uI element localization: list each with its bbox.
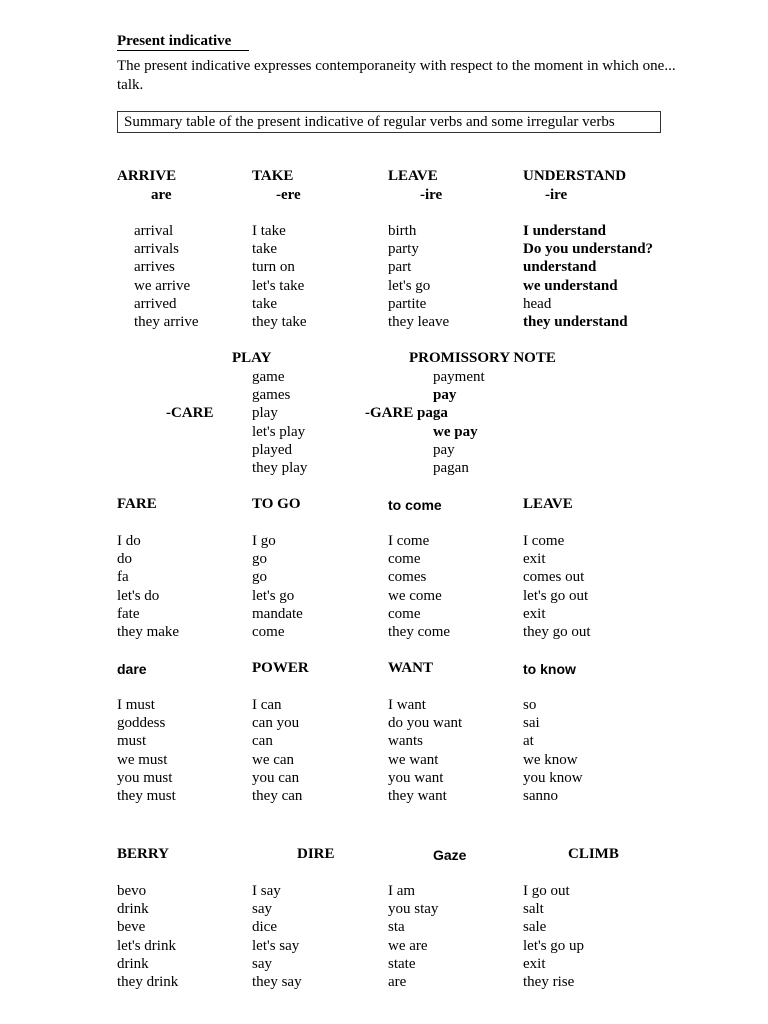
conjugation-form: I go out (523, 883, 570, 899)
conjugation-form: we arrive (134, 277, 191, 294)
conjugation-form: arrival (134, 223, 174, 239)
conjugation-column-to-know (523, 696, 583, 805)
conjugation-form: I must (117, 697, 155, 713)
conjugation-form: let's go (252, 587, 295, 604)
conjugation-form: bevo (117, 883, 147, 899)
conjugation-form: let's take (252, 277, 305, 294)
conjugation-form: state (388, 955, 416, 972)
conjugation-form: I take (252, 223, 286, 239)
conjugation-form: play (252, 405, 278, 422)
conjugation-form: we can (252, 751, 295, 768)
conjugation-form: are (388, 973, 407, 990)
conjugation-form: you know (523, 769, 583, 786)
conjugation-form: we want (388, 751, 439, 768)
conjugation-form: arrivals (134, 241, 179, 258)
conjugation-form: drink (117, 901, 149, 918)
conjugation-form: sanno (523, 787, 558, 804)
header-dare: dare (117, 661, 147, 677)
conjugation-form: partite (388, 295, 427, 312)
conjugation-form: played (252, 441, 292, 458)
conjugation-form: they can (252, 787, 303, 804)
conjugation-form: Do you understand? (523, 241, 654, 258)
conjugation-column-dare (117, 696, 176, 805)
conjugation-form: I come (388, 533, 430, 549)
conjugation-column-play (252, 368, 307, 477)
conjugation-form: they say (252, 973, 302, 990)
conjugation-form: we pay (433, 423, 478, 440)
conjugation-form: they take (252, 313, 307, 330)
conjugation-form: arrives (134, 259, 175, 276)
conjugation-form: let's drink (117, 937, 176, 954)
conjugation-form: payment (433, 369, 485, 385)
conjugation-column-to-go (252, 532, 303, 641)
header-leave: LEAVE (388, 168, 438, 184)
conjugation-form: I understand (523, 223, 606, 239)
conjugation-form: can you (252, 715, 300, 732)
conjugation-form: at (523, 733, 534, 750)
conjugation-form: exit (523, 605, 546, 622)
conjugation-form: games (252, 387, 291, 404)
header-take: TAKE (252, 168, 294, 184)
header-understand: UNDERSTAND (523, 168, 627, 184)
conjugation-column-fare (117, 532, 179, 641)
conjugation-form: I can (252, 697, 282, 713)
conjugation-column-power (252, 696, 302, 805)
conjugation-form: they play (252, 459, 308, 476)
conjugation-form: do you want (388, 715, 463, 732)
conjugation-column-climb (523, 882, 584, 991)
conjugation-form: sai (523, 715, 540, 732)
conjugation-column-to-come (388, 532, 450, 641)
conjugation-form: can (252, 733, 273, 750)
conjugation-form: I come (523, 533, 565, 549)
header-to-go: TO GO (252, 496, 301, 512)
conjugation-form: you must (117, 769, 173, 786)
summary-box: Summary table of the present indicative of regular verbs and some irregular verbs (117, 111, 661, 133)
conjugation-form: let's go out (523, 587, 589, 604)
conjugation-form: exit (523, 551, 546, 568)
conjugation-form: they leave (388, 313, 450, 330)
conjugation-form: salt (523, 901, 544, 918)
conjugation-form: say (252, 955, 272, 972)
conjugation-form: turn on (252, 259, 295, 276)
header-power: POWER (252, 660, 309, 676)
conjugation-form: sta (388, 919, 405, 936)
conjugation-form: I want (388, 697, 426, 713)
conjugation-form: game (252, 369, 285, 385)
conjugation-form: I do (117, 533, 141, 549)
conjugation-form: pagan (433, 459, 469, 476)
conjugation-form: we know (523, 751, 578, 768)
conjugation-form: take (252, 241, 277, 258)
conjugation-form: birth (388, 223, 417, 239)
conjugation-form: come (252, 623, 285, 640)
conjugation-form: they drink (117, 973, 179, 990)
header-fare: FARE (117, 496, 157, 512)
intro-paragraph: The present indicative expresses contemporaneity with respect to the moment in which one... talk. (117, 58, 676, 93)
conjugation-column-want (388, 696, 462, 805)
conjugation-form: goddess (117, 715, 166, 732)
conjugation-form: sale (523, 919, 547, 936)
conjugation-column-promissory-note (417, 368, 485, 477)
conjugation-form: we are (388, 937, 428, 954)
header-leave-2: LEAVE (523, 496, 573, 512)
conjugation-column-leave-2 (523, 532, 591, 641)
conjugation-column-understand (523, 222, 653, 331)
conjugation-form: they must (117, 787, 176, 804)
conjugation-form: dice (252, 919, 277, 936)
conjugation-form: go (252, 569, 267, 586)
conjugation-form: let's play (252, 423, 306, 440)
conjugation-column-berry (117, 882, 178, 991)
ending-ire: -ire (420, 187, 443, 203)
conjugation-form: come (388, 605, 421, 622)
header-play: PLAY (232, 350, 272, 366)
conjugation-form: I say (252, 883, 281, 899)
page-title: Present indicative (117, 33, 249, 51)
conjugation-form: mandate (252, 605, 303, 622)
header-promissory-note: PROMISSORY NOTE (409, 350, 556, 366)
conjugation-form: go (252, 551, 267, 568)
conjugation-form: take (252, 295, 277, 312)
conjugation-form: you stay (388, 901, 439, 918)
conjugation-form: let's say (252, 937, 300, 954)
conjugation-form: so (523, 697, 537, 713)
conjugation-form: exit (523, 955, 546, 972)
conjugation-form: they understand (523, 313, 628, 330)
conjugation-form: arrived (134, 295, 177, 312)
conjugation-form: say (252, 901, 272, 918)
conjugation-form: they make (117, 623, 180, 640)
conjugation-form: you want (388, 769, 444, 786)
header-berry: BERRY (117, 846, 169, 862)
conjugation-form: they go out (523, 623, 591, 640)
conjugation-form: let's go (388, 277, 431, 294)
ending-gare: -GARE (365, 405, 414, 421)
ending-care: -CARE (166, 405, 214, 421)
conjugation-form: pay (433, 441, 455, 458)
conjugation-form: pay (433, 387, 457, 404)
conjugation-form: comes (388, 569, 427, 586)
header-dire: DIRE (297, 846, 335, 862)
conjugation-form: understand (523, 259, 597, 276)
conjugation-form: we must (117, 751, 168, 768)
conjugation-column-leave (388, 222, 449, 331)
conjugation-form: comes out (523, 569, 585, 586)
header-gaze: Gaze (433, 847, 467, 863)
conjugation-form: do (117, 551, 132, 568)
conjugation-form: I go (252, 533, 276, 549)
header-to-come: to come (388, 497, 442, 513)
conjugation-column-arrive (134, 222, 199, 331)
conjugation-form: fa (117, 569, 129, 586)
conjugation-form: they arrive (134, 313, 199, 330)
header-to-know: to know (523, 661, 576, 677)
header-arrive: ARRIVE (117, 168, 177, 184)
conjugation-form: beve (117, 919, 146, 936)
conjugation-form: we understand (523, 277, 618, 294)
conjugation-column-gaze (388, 882, 438, 991)
conjugation-form: let's do (117, 587, 160, 604)
header-want: WANT (388, 660, 434, 676)
conjugation-form: you can (252, 769, 300, 786)
conjugation-form: they rise (523, 973, 575, 990)
ending-ire-2: -ire (545, 187, 568, 203)
conjugation-column-take (252, 222, 307, 331)
conjugation-form: head (523, 295, 552, 312)
header-climb: CLIMB (568, 846, 619, 862)
ending-are: are (151, 187, 172, 203)
conjugation-form: must (117, 733, 147, 750)
conjugation-form: party (388, 241, 419, 258)
conjugation-column-dire (252, 882, 302, 991)
conjugation-form: paga (417, 405, 448, 422)
ending-ere: -ere (276, 187, 301, 203)
conjugation-form: they want (388, 787, 447, 804)
conjugation-form: fate (117, 605, 140, 622)
conjugation-form: let's go up (523, 937, 585, 954)
conjugation-form: drink (117, 955, 149, 972)
conjugation-form: they come (388, 623, 451, 640)
conjugation-form: we come (388, 587, 442, 604)
conjugation-form: wants (388, 733, 423, 750)
conjugation-form: I am (388, 883, 416, 899)
conjugation-form: part (388, 259, 412, 276)
conjugation-form: come (388, 551, 421, 568)
